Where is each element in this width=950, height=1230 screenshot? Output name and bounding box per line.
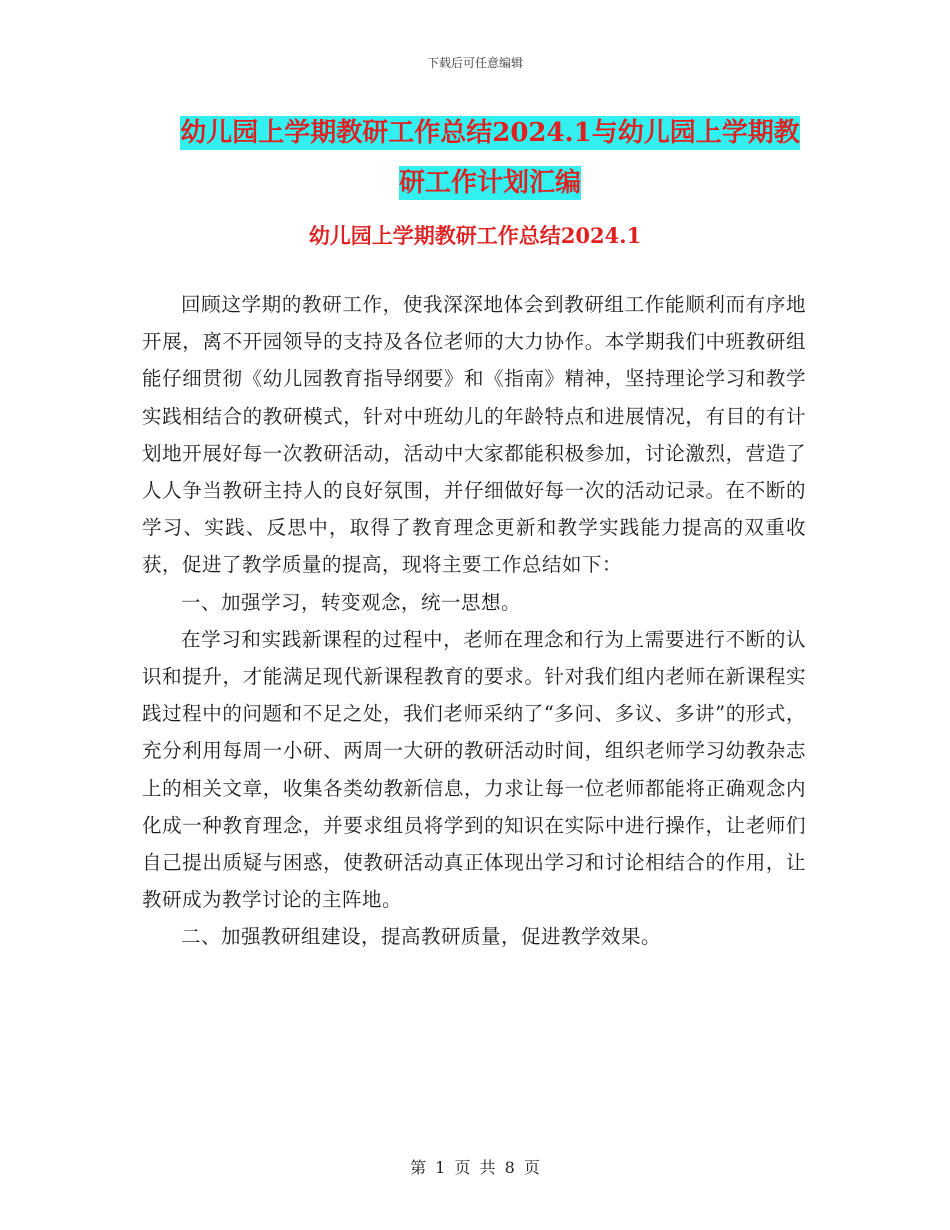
- document-title: [140, 108, 840, 208]
- body-paragraph: 一、加强学习，转变观念，统一思想。: [181, 590, 522, 614]
- page-number-footer: 第 1 页 共 8 页: [410, 1158, 540, 1177]
- body-paragraph: 回顾这学期的教研工作，使我深深地体会到教研组工作能顺利而有序地开展，离不开园领导的支持及各位老师的大力协作。本学期我们中班教研组能仔细贯彻《幼儿园教育指导纲要》和《指南》精神，坚持理论学习和教学实践相结合的教研模式，针对中班幼儿的年龄特点和进展情况，有目的有计划地开展好每一次教研活动，活动中大家都能积极参加，讨论激烈，营造了人人争当教研主持人的良好氛围，并仔细做好每一次的活动记录。在不断的学习、实践、反思中，取得了教育理念更新和教学实践能力提高的双重收获，促进了教学质量的提高，现将主要工作总结如下：: [142, 293, 806, 577]
- document-body: [142, 286, 806, 956]
- document-title-line-1: 幼儿园上学期教研工作总结2024.1与幼儿园上学期教: [180, 118, 800, 148]
- body-paragraph: 二、加强教研组建设，提高教研质量，促进教学效果。: [181, 925, 662, 949]
- body-paragraph: 在学习和实践新课程的过程中，老师在理念和行为上需要进行不断的认识和提升，才能满足现代新课程教育的要求。针对我们组内老师在新课程实践过程中的问题和不足之处，我们老师采纳了“多问、多议、多讲”的形式，充分利用每周一小研、两周一大研的教研活动时间，组织老师学习幼教杂志上的相关文章，收集各类幼教新信息，力求让每一位老师都能将正确观念内化成一种教育理念，并要求组员将学到的知识在实际中进行操作，让老师们自己提出质疑与困惑，使教研活动真正体现出学习和讨论相结合的作用，让教研成为教学讨论的主阵地。: [142, 627, 806, 912]
- page-header-note: 下载后可任意编辑: [426, 56, 523, 70]
- section-heading: 幼儿园上学期教研工作总结2024.1: [308, 223, 642, 248]
- document-title-line-2: 研工作计划汇编: [398, 168, 581, 198]
